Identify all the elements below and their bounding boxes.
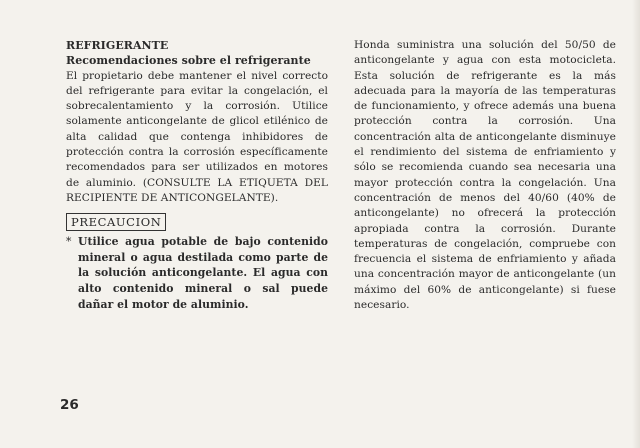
antifreeze-paragraph: Honda suministra una solución del 50/50 de anticongelante y agua con esta motocicleta. Esta solución de refrigerante es la más adecuada para la mayoría de las temperaturas de funcionamiento, y ofrece además una buena protección contra la corrosión. Una concentración alta de anticongelante disminuye el rendimiento del sistema de enfriamiento y sólo se recomienda cuando sea necesaria una mayor protección contra la congelación. Una concentración de menos del 40/60 (40% de anticongelante) no ofrecerá la protección apropiada contra la corrosión. Durante temperaturas de congelación, compruebe con frecuencia el sistema de enfriamiento y añada una concentración mayor de anticongelante (un máximo del 60% de anticongelante) si fuese necesario. [354,39,616,312]
caution-label: PRECAUCION [66,213,166,231]
caution-item [66,234,328,312]
right-column [354,38,616,313]
coolant-paragraph: El propietario debe mantener el nivel correcto del refrigerante para evitar la congelación, el sobrecalentamiento y la corrosión. Utilice solamente anticongelante de glicol etilénico de alta calidad que contenga inhibidores de protección contra la corrosión específicamente recomendados para ser utilizados en motores de aluminio. (CONSULTE LA ETIQUETA DEL RECIPIENTE DE ANTICONGELANTE). [66,69,328,204]
caution-list [66,234,328,312]
page-edge [632,0,640,448]
section-heading: REFRIGERANTE [66,39,169,52]
asterisk-bullet-icon: * [66,235,72,249]
section-subheading: Recomendaciones sobre el refrigerante [66,54,311,68]
page-number: 26 [60,397,79,413]
left-column [66,38,328,312]
caution-text: Utilice agua potable de bajo contenido mineral o agua destilada como parte de la solución anticongelante. El agua con alto contenido mineral o sal puede dañar el motor de aluminio. [78,235,328,311]
